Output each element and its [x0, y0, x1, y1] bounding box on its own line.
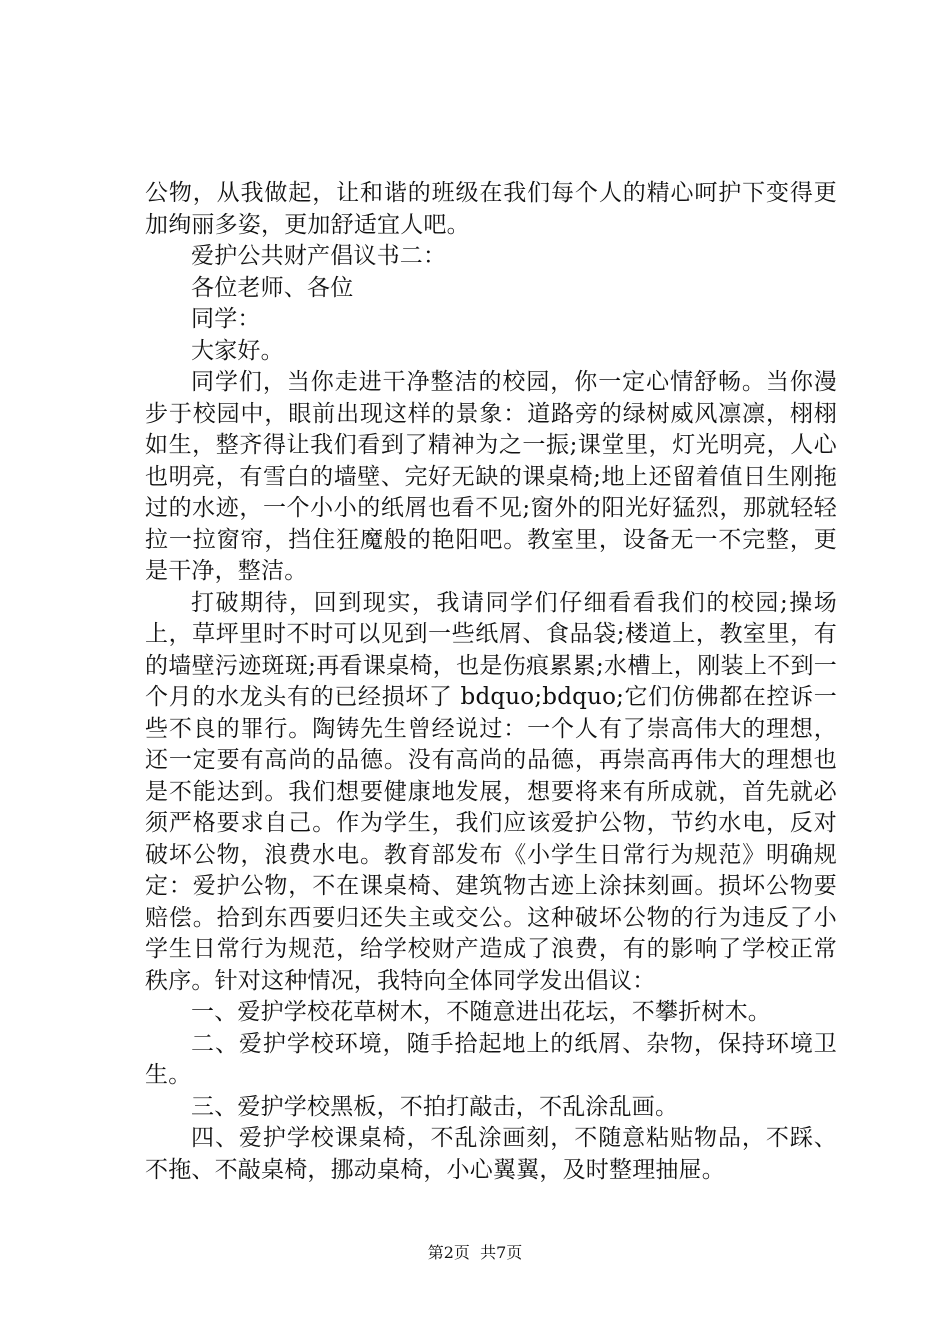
- greeting: 大家好。: [191, 337, 284, 364]
- document-body: [145, 178, 837, 1186]
- body-paragraph: 同学们，当你走进干净整洁的校园，你一定心情舒畅。当你漫步于校园中，眼前出现这样的景象：道路旁的绿树威风凛凛，栩栩如生，整齐得让我们看到了精神为之一振;课堂里，灯光明亮，人心也明亮，有雪白的墙壁、完好无缺的课桌椅;地上还留着值日生刚拖过的水迹，一个小小的纸屑也看不见;窗外的阳光好猛烈，那就轻轻拉一拉窗帘，挡住狂魔般的艳阳吧。教室里，设备无一不完整，更是干净，整洁。: [145, 369, 837, 584]
- page-number: 第2页 共7页: [427, 1243, 523, 1262]
- body-paragraph: 打破期待，回到现实，我请同学们仔细看看我们的校园;操场上，草坪里时不时可以见到一些纸屑、食品袋;楼道上，教室里，有的墙壁污迹斑斑;再看课桌椅，也是伤痕累累;水槽上，刚装上不到一个月的水龙头有的已经损坏了 bdquo;bdquo;它们仿佛都在控诉一些不良的罪行。陶铸先生曾经说过：一个人有了崇高伟大的理想，还一定要有高尚的品德。没有高尚的品德，再崇高再伟大的理想也是不能达到。我们想要健康地发展，想要将来有所成就，首先就必须严格要求自己。作为学生，我们应该爱护公物，节约水电，反对破坏公物，浪费水电。教育部发布《小学生日常行为规范》明确规定：爱护公物，不在课桌椅、建筑物古迹上涂抹刻画。损坏公物要赔偿。拾到东西要归还失主或交公。这种破坏公物的行为违反了小学生日常行为规范，给学校财产造成了浪费，有的影响了学校正常秩序。针对这种情况，我特向全体同学发出倡议：: [145, 589, 837, 994]
- page-footer: [0, 1243, 950, 1263]
- section-heading: 爱护公共财产倡议书二：: [191, 243, 447, 269]
- proposal-item: 三、爱护学校黑板，不拍打敲击，不乱涂乱画。: [191, 1093, 679, 1120]
- proposal-item: 一、爱护学校花草树木，不随意进出花坛，不攀折树木。: [191, 999, 771, 1025]
- salutation-line: 同学：: [191, 306, 261, 332]
- proposal-item: 二、爱护学校环境，随手拾起地上的纸屑、杂物，保持环境卫生。: [145, 1030, 837, 1088]
- proposal-item: 四、爱护学校课桌椅，不乱涂画刻，不随意粘贴物品，不踩、不拖、不敲桌椅，挪动桌椅，小心翼翼，及时整理抽屉。: [145, 1125, 837, 1183]
- paragraph-continuation: 公物，从我做起，让和谐的班级在我们每个人的精心呵护下变得更加绚丽多姿，更加舒适宜人吧。: [145, 180, 837, 238]
- salutation-line: 各位老师、各位: [191, 274, 354, 301]
